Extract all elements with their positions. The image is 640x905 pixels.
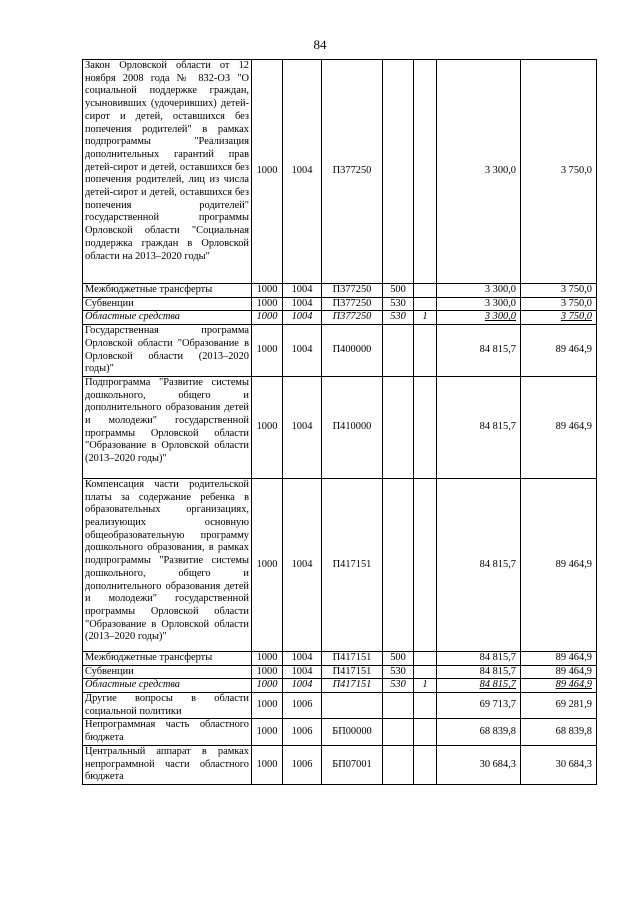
- row-funding-source: 1: [414, 679, 437, 693]
- row-name: Закон Орловской области от 12 ноября 2008 года № 832-ОЗ "О социальной поддержке граждан, усыновивших (удочеривших) детей-сирот и детей, оставшихся без попечения родителей" в рамках подпрограммы "Реализация дополнительных гарантий прав детей-сирот и детей, оставшихся без попечения родителей, лиц из числа детей-сирот и детей, оставшихся без попечения родителей" государственной программы Орловской области "Социальная поддержка граждан в Орловской области на 2013–2020 годы": [83, 60, 252, 284]
- row-subsection: 1006: [283, 745, 322, 784]
- row-section: 1000: [252, 297, 283, 311]
- row-funding-source: [414, 478, 437, 651]
- row-funding-source: [414, 376, 437, 478]
- row-expense-type: [383, 719, 414, 745]
- row-amount-year1: 84 815,7: [437, 679, 521, 693]
- row-amount-year1: 84 815,7: [437, 376, 521, 478]
- row-target-article: П377250: [322, 297, 383, 311]
- row-name: Межбюджетные трансферты: [83, 284, 252, 298]
- page-number: 84: [313, 37, 327, 52]
- row-amount-year2: 3 750,0: [521, 60, 597, 284]
- row-amount-year2: 30 684,3: [521, 745, 597, 784]
- table-row: [83, 745, 597, 784]
- row-name: Субвенции: [83, 297, 252, 311]
- row-target-article: П417151: [322, 679, 383, 693]
- row-amount-year1: 30 684,3: [437, 745, 521, 784]
- row-target-article: П417151: [322, 651, 383, 665]
- row-subsection: 1004: [283, 651, 322, 665]
- row-subsection: 1004: [283, 325, 322, 377]
- row-subsection: 1004: [283, 665, 322, 679]
- row-section: 1000: [252, 478, 283, 651]
- row-name: Областные средства: [83, 679, 252, 693]
- row-funding-source: [414, 325, 437, 377]
- row-target-article: П417151: [322, 478, 383, 651]
- row-expense-type: 530: [383, 297, 414, 311]
- table-row: [83, 665, 597, 679]
- row-name: Субвенции: [83, 665, 252, 679]
- row-amount-year1: 68 839,8: [437, 719, 521, 745]
- row-funding-source: [414, 284, 437, 298]
- row-amount-year2: 89 464,9: [521, 376, 597, 478]
- row-target-article: П410000: [322, 376, 383, 478]
- table-row: [83, 311, 597, 325]
- row-name: Центральный аппарат в рамках непрограммной части областного бюджета: [83, 745, 252, 784]
- row-amount-year1: 3 300,0: [437, 284, 521, 298]
- row-expense-type: [383, 60, 414, 284]
- row-target-article: БП07001: [322, 745, 383, 784]
- row-amount-year2: 69 281,9: [521, 693, 597, 719]
- row-section: 1000: [252, 376, 283, 478]
- row-subsection: 1006: [283, 693, 322, 719]
- row-expense-type: 530: [383, 679, 414, 693]
- row-subsection: 1004: [283, 311, 322, 325]
- row-section: 1000: [252, 693, 283, 719]
- row-name: Подпрограмма "Развитие системы дошкольного, общего и дополнительного образования детей и молодежи" государственной программы Орловской области "Образование в Орловской области (2013–2020 годы)": [83, 376, 252, 478]
- row-amount-year2: 3 750,0: [521, 284, 597, 298]
- row-subsection: 1004: [283, 679, 322, 693]
- row-amount-year1: 3 300,0: [437, 311, 521, 325]
- row-amount-year1: 84 815,7: [437, 478, 521, 651]
- table-row: [83, 719, 597, 745]
- row-name: Компенсация части родительской платы за содержание ребенка в образовательных организациях, реализующих основную общеобразовательную программу дошкольного образования, в рамках подпрограммы "Развитие системы дошкольного, общего и дополнительного образования детей и молодежи" государственной программы Орловской области "Образование в Орловской области (2013–2020 годы)": [83, 478, 252, 651]
- row-amount-year2: 68 839,8: [521, 719, 597, 745]
- row-name: Другие вопросы в области социальной политики: [83, 693, 252, 719]
- row-expense-type: [383, 376, 414, 478]
- row-subsection: 1004: [283, 478, 322, 651]
- table-row: [83, 325, 597, 377]
- table-row: [83, 376, 597, 478]
- row-expense-type: [383, 745, 414, 784]
- row-expense-type: [383, 478, 414, 651]
- row-funding-source: [414, 719, 437, 745]
- budget-table: [82, 59, 597, 785]
- row-target-article: П377250: [322, 311, 383, 325]
- row-funding-source: [414, 297, 437, 311]
- row-amount-year2: 89 464,9: [521, 665, 597, 679]
- row-amount-year1: 3 300,0: [437, 297, 521, 311]
- row-expense-type: 530: [383, 665, 414, 679]
- row-expense-type: 500: [383, 284, 414, 298]
- row-amount-year1: 3 300,0: [437, 60, 521, 284]
- row-funding-source: [414, 745, 437, 784]
- row-subsection: 1004: [283, 376, 322, 478]
- row-section: 1000: [252, 719, 283, 745]
- row-section: 1000: [252, 651, 283, 665]
- table-row: [83, 679, 597, 693]
- row-amount-year2: 89 464,9: [521, 651, 597, 665]
- row-subsection: 1004: [283, 60, 322, 284]
- table-row: [83, 60, 597, 284]
- row-section: 1000: [252, 60, 283, 284]
- row-expense-type: [383, 325, 414, 377]
- row-target-article: [322, 693, 383, 719]
- row-section: 1000: [252, 745, 283, 784]
- row-section: 1000: [252, 665, 283, 679]
- table-row: [83, 284, 597, 298]
- row-name: Межбюджетные трансферты: [83, 651, 252, 665]
- row-target-article: БП00000: [322, 719, 383, 745]
- row-funding-source: [414, 60, 437, 284]
- row-funding-source: [414, 665, 437, 679]
- row-amount-year2: 89 464,9: [521, 325, 597, 377]
- row-amount-year1: 84 815,7: [437, 651, 521, 665]
- table-row: [83, 478, 597, 651]
- row-section: 1000: [252, 311, 283, 325]
- row-amount-year2: 89 464,9: [521, 478, 597, 651]
- row-amount-year1: 84 815,7: [437, 665, 521, 679]
- row-target-article: П377250: [322, 284, 383, 298]
- row-target-article: П417151: [322, 665, 383, 679]
- row-amount-year2: 89 464,9: [521, 679, 597, 693]
- row-name: Непрограммная часть областного бюджета: [83, 719, 252, 745]
- row-amount-year2: 3 750,0: [521, 297, 597, 311]
- row-amount-year2: 3 750,0: [521, 311, 597, 325]
- row-expense-type: 530: [383, 311, 414, 325]
- row-section: 1000: [252, 284, 283, 298]
- row-subsection: 1004: [283, 284, 322, 298]
- row-expense-type: [383, 693, 414, 719]
- row-target-article: П377250: [322, 60, 383, 284]
- row-amount-year1: 69 713,7: [437, 693, 521, 719]
- table-row: [83, 651, 597, 665]
- row-target-article: П400000: [322, 325, 383, 377]
- row-amount-year1: 84 815,7: [437, 325, 521, 377]
- row-expense-type: 500: [383, 651, 414, 665]
- row-subsection: 1004: [283, 297, 322, 311]
- row-name: Государственная программа Орловской области "Образование в Орловской области (2013–2020 годы)": [83, 325, 252, 377]
- row-funding-source: 1: [414, 311, 437, 325]
- row-name: Областные средства: [83, 311, 252, 325]
- row-funding-source: [414, 651, 437, 665]
- row-subsection: 1006: [283, 719, 322, 745]
- row-section: 1000: [252, 679, 283, 693]
- row-section: 1000: [252, 325, 283, 377]
- row-funding-source: [414, 693, 437, 719]
- table-row: [83, 693, 597, 719]
- table-row: [83, 297, 597, 311]
